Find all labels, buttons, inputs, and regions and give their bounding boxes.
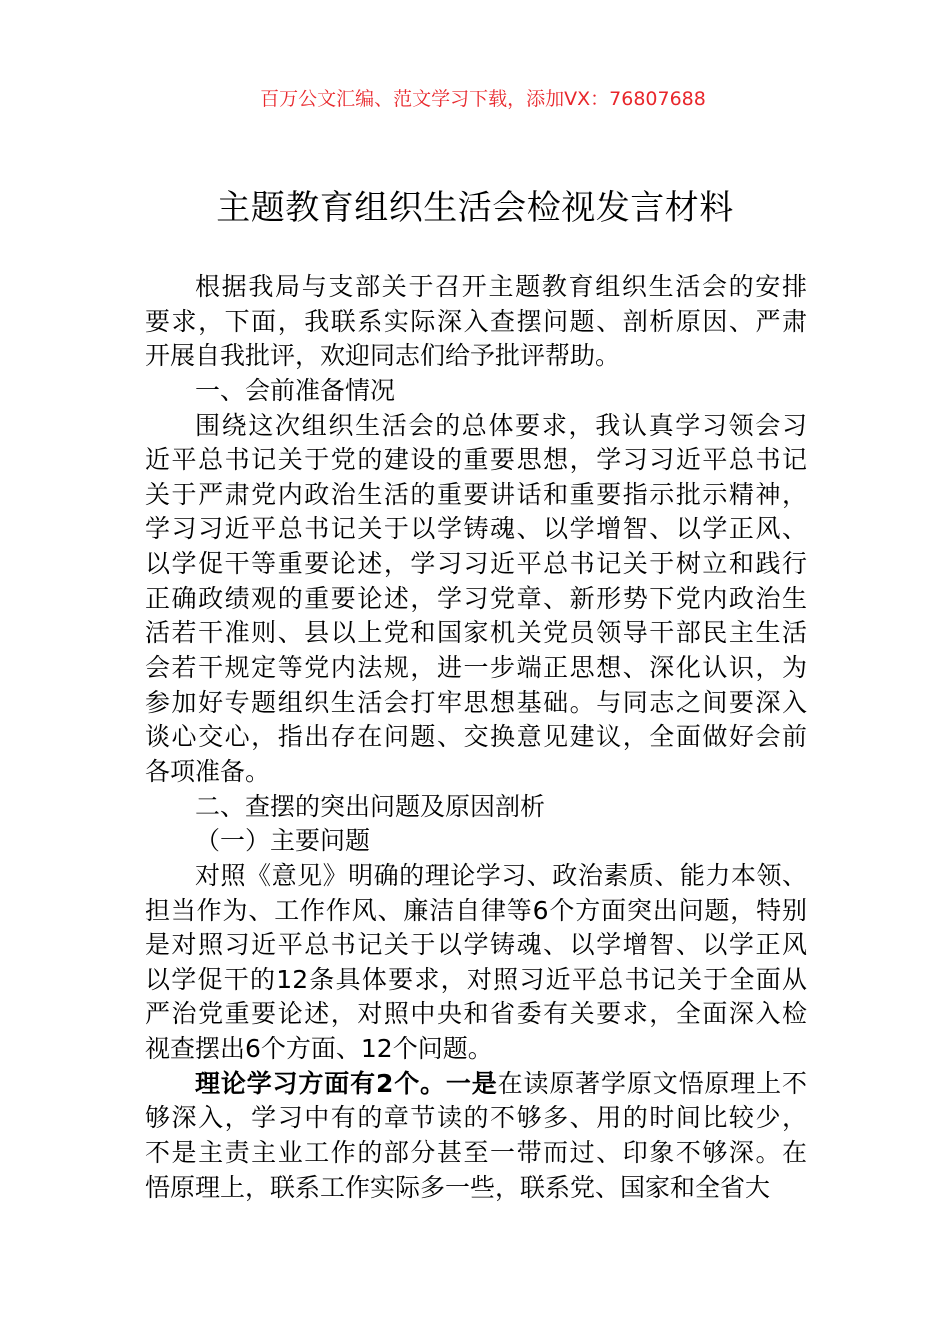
paragraph (145, 859, 807, 1067)
text-line: 会若干规定等党内法规，进一步端正思想、深化认识，为 (145, 653, 807, 683)
text-line: 对照《意见》明确的理论学习、政治素质、能力本领、 (195, 860, 807, 890)
text-line: 以学促干等重要论述，学习习近平总书记关于树立和践行 (145, 549, 807, 579)
paragraph (145, 374, 807, 409)
text-line: 够深入，学习中有的章节读的不够多、用的时间比较少， (145, 1103, 807, 1133)
document-body (145, 270, 807, 1205)
text-line: 严治党重要论述，对照中央和省委有关要求，全面深入检 (145, 999, 807, 1029)
paragraph (145, 270, 807, 374)
text-line: 是对照习近平总书记关于以学铸魂、以学增智、以学正风 (145, 930, 807, 960)
bold-lead: 理论学习方面有2个。一是 (195, 1068, 498, 1098)
text-line: 近平总书记关于党的建设的重要思想，学习习近平总书记 (145, 445, 807, 475)
text-line: 担当作为、工作作风、廉洁自律等6个方面突出问题，特别 (145, 895, 807, 925)
text-line: 关于严肃党内政治生活的重要讲话和重要指示批示精神， (145, 479, 807, 509)
text-line: 学习习近平总书记关于以学铸魂、以学增智、以学正风、 (145, 514, 807, 544)
text-line: 视查摆出6个方面、12个问题。 (145, 1034, 493, 1064)
document-title: 主题教育组织生活会检视发言材料 (216, 188, 734, 228)
text-line: 各项准备。 (145, 756, 271, 786)
text-line: 不是主责主业工作的部分甚至一带而过、印象不够深。在 (145, 1138, 807, 1168)
text-line: 一、会前准备情况 (195, 375, 396, 405)
text-line: 参加好专题组织生活会打牢思想基础。与同志之间要深入 (145, 687, 807, 717)
paragraph (145, 790, 807, 825)
paragraph (145, 409, 807, 790)
text-line: （一）主要问题 (195, 826, 371, 856)
text-line: 开展自我批评，欢迎同志们给予批评帮助。 (145, 341, 621, 371)
text-line: 谈心交心，指出存在问题、交换意见建议，全面做好会前 (145, 722, 807, 752)
text-line: 正确政绩观的重要论述，学习党章、新形势下党内政治生 (145, 583, 807, 613)
watermark-header: 百万公文汇编、范文学习下载，添加VX：76807688 (260, 88, 706, 110)
text-line: 活若干准则、县以上党和国家机关党员领导干部民主生活 (145, 618, 807, 648)
text-line: 要求，下面，我联系实际深入查摆问题、剖析原因、严肃 (145, 306, 807, 336)
text-line: 围绕这次组织生活会的总体要求，我认真学习领会习 (195, 410, 807, 440)
text-line: 以学促干的12条具体要求，对照习近平总书记关于全面从 (145, 964, 807, 994)
text-line: 二、查摆的突出问题及原因剖析 (195, 791, 546, 821)
text-line: 理论学习方面有2个。一是在读原著学原文悟原理上不 (195, 1068, 807, 1098)
text-line: 悟原理上，联系工作实际多一些，联系党、国家和全省大 (145, 1172, 771, 1202)
paragraph (145, 824, 807, 859)
text-line: 根据我局与支部关于召开主题教育组织生活会的安排 (195, 272, 807, 301)
paragraph (145, 1067, 807, 1206)
